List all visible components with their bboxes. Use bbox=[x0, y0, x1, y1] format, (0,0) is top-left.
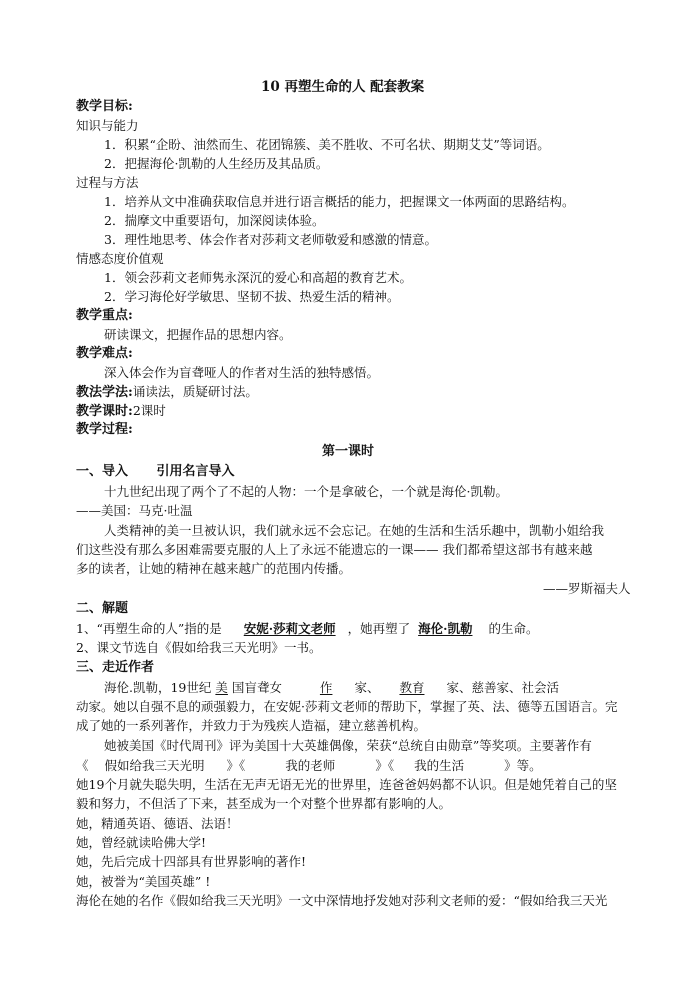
method-row bbox=[76, 383, 258, 402]
section-2-q1 bbox=[76, 620, 538, 638]
process-item-2: 2．揣摩文中重要语句，加深阅读体验。 bbox=[104, 213, 325, 228]
method-text: 诵读法，质疑研讨法。 bbox=[132, 384, 258, 399]
author-line-4: 她被美国《时代周刊》评为美国十大英雄偶像，荣获“总统自由勋章”等奖项。主要著作有 bbox=[104, 738, 592, 753]
author-line-3: 成了她的一系列著作，并致力于为残疾人造福，建立慈善机构。 bbox=[76, 718, 427, 733]
author-line-11: 她，被誉为“美国英雄” ! bbox=[76, 874, 211, 889]
section-1-para-2-line-3: 多的读者，让她的精神在越来越广的范围内传播。 bbox=[76, 561, 352, 576]
section-3-heading: 三、走近作者 bbox=[76, 660, 155, 675]
author-line-2: 动家。她以自强不息的顽强毅力，在安妮·莎莉文老师的帮助下，掌握了英、法、德等五国语言。完 bbox=[76, 699, 618, 714]
blank-education: 教育 bbox=[399, 680, 425, 695]
process-item-1: 1．培养从文中准确获取信息并进行语言概括的能力，把握课文一体两面的思路结构。 bbox=[104, 194, 575, 209]
focus-label: 教学重点: bbox=[76, 308, 133, 323]
objectives-heading: 教学目标: bbox=[76, 99, 133, 114]
method-label: 教法学法: bbox=[76, 385, 133, 400]
blank-writer: 作 bbox=[319, 680, 333, 695]
difficulty-text: 深入体会作为盲聋哑人的作者对生活的独特感悟。 bbox=[104, 365, 380, 380]
knowledge-heading: 知识与能力 bbox=[76, 118, 139, 133]
section-1-heading: 一、导入 引用名言导入 bbox=[76, 464, 235, 479]
lesson-heading: 第一课时 bbox=[322, 444, 375, 459]
section-2-heading: 二、解题 bbox=[76, 601, 129, 616]
q1-answer-2: 海伦·凯勒 bbox=[418, 621, 473, 636]
hours-label: 教学课时: bbox=[76, 404, 133, 419]
author-line-10: 她，先后完成十四部具有世界影响的著作! bbox=[76, 854, 307, 869]
difficulty-label: 教学难点: bbox=[76, 346, 133, 361]
author-line-8: 她，精通英语、德语、法语！ bbox=[76, 816, 239, 831]
emotion-item-1: 1．领会莎莉文老师隽永深沉的爱心和高超的教育艺术。 bbox=[104, 270, 412, 285]
author-line-9: 她，曾经就读哈佛大学! bbox=[76, 835, 207, 850]
hours-row bbox=[76, 402, 166, 421]
process-item-3: 3．理性地思考、体会作者对莎莉文老师敬爱和感激的情意。 bbox=[104, 232, 437, 247]
author-works-line: 《 假如给我三天光明 》《 我的老师 》《 我的生活 》等。 bbox=[76, 758, 542, 773]
knowledge-item-1: 1．积累“企盼、油然而生、花团锦簇、美不胜收、不可名状、期期艾艾”等词语。 bbox=[104, 137, 550, 152]
section-1-source-1: ——美国：马克·吐温 bbox=[76, 503, 193, 518]
author-line-6: 她19个月就失聪失明，生活在无声无语无光的世界里，连爸爸妈妈都不认识。但是她凭着自己的坚 bbox=[76, 777, 617, 792]
q1-answer-1: 安妮·莎莉文老师 bbox=[243, 621, 336, 636]
author-line-12: 海伦在她的名作《假如给我三天光明》一文中深情地抒发她对莎利文老师的爱：“假如给我三天光 bbox=[76, 893, 608, 908]
blank-country: 美 bbox=[215, 680, 228, 695]
work-2: 我的老师 bbox=[285, 758, 336, 773]
work-1: 假如给我三天光明 bbox=[104, 758, 205, 773]
section-1-para-1: 十九世纪出现了两个了不起的人物：一个是拿破仑，一个就是海伦·凯勒。 bbox=[104, 484, 508, 499]
q1-middle: ，她再塑了 bbox=[347, 621, 411, 636]
page-title: 10 再塑生命的人 配套教案 bbox=[261, 79, 425, 95]
author-intro: 海伦.凯勒，19世纪 bbox=[104, 680, 212, 695]
emotion-item-2: 2．学习海伦好学敏思、坚韧不拔、热爱生活的精神。 bbox=[104, 289, 400, 304]
focus-text: 研读课文，把握作品的思想内容。 bbox=[104, 327, 292, 342]
section-2-q2: 2、课文节选自《假如给我三天光明》一书。 bbox=[76, 640, 322, 655]
q1-prefix: 1、“再塑生命的人”指的是 bbox=[76, 621, 222, 636]
process-label: 教学过程: bbox=[76, 422, 133, 437]
q1-suffix: 的生命。 bbox=[488, 621, 539, 636]
section-1-para-2-line-2: 们这些没有那么多困难需要克服的人上了永远不能遗忘的一课—— 我们都希望这部书有越来越 bbox=[76, 542, 593, 557]
emotion-heading: 情感态度价值观 bbox=[76, 251, 164, 266]
author-line-1: 海伦.凯勒，19世纪 美 国盲聋女 作 家、 教育 家、慈善家、社会活 bbox=[104, 680, 559, 695]
section-1-source-2: ——罗斯福夫人 bbox=[543, 581, 631, 596]
process-method-heading: 过程与方法 bbox=[76, 175, 139, 190]
knowledge-item-2: 2．把握海伦·凯勒的人生经历及其品质。 bbox=[104, 156, 329, 171]
author-line-7: 毅和努力，不但活了下来，甚至成为一个对整个世界都有影响的人。 bbox=[76, 796, 452, 811]
work-3: 我的生活 bbox=[414, 758, 465, 773]
section-1-para-2-line-1: 人类精神的美一旦被认识，我们就永远不会忘记。在她的生活和生活乐趣中，凯勒小姐给我 bbox=[104, 523, 605, 538]
hours-text: 2课时 bbox=[132, 403, 166, 418]
